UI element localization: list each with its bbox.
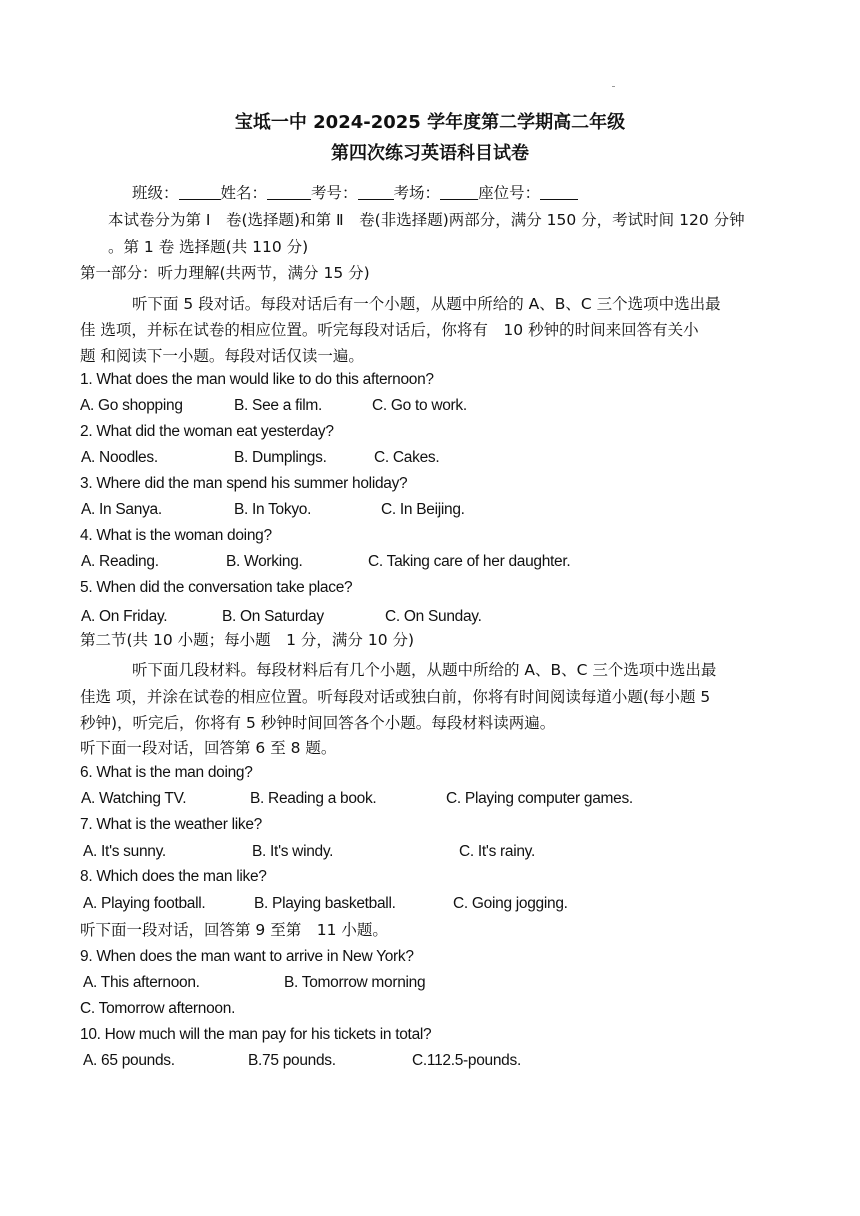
q7-option-c[interactable]: C. It's rainy. bbox=[459, 843, 535, 860]
part1-instruction-2: 佳 选项，并标在试卷的相应位置。听完每段对话后，你将有 10 秒钟的时间来回答有关小 bbox=[80, 321, 699, 339]
part1-instruction-1: 听下面 5 段对话。每段对话后有一个小题，从题中所给的 A、B、C 三个选项中选出最 bbox=[132, 295, 721, 313]
q9-option-a[interactable]: A. This afternoon. bbox=[83, 974, 200, 991]
question-6: 6. What is the man doing? bbox=[80, 764, 253, 781]
q6-option-b[interactable]: B. Reading a book. bbox=[250, 790, 377, 807]
exam-room-label: 考场： bbox=[393, 184, 441, 202]
q10-option-c[interactable]: C.112.5-pounds. bbox=[412, 1052, 521, 1069]
exam-number-label: 考号： bbox=[311, 184, 358, 202]
q10-option-b[interactable]: B.75 pounds. bbox=[248, 1052, 336, 1069]
question-3: 3. Where did the man spend his summer holiday? bbox=[80, 475, 408, 492]
exam-number-blank[interactable] bbox=[358, 183, 394, 200]
q2-option-b[interactable]: B. Dumplings. bbox=[234, 449, 327, 466]
q3-option-b[interactable]: B. In Tokyo. bbox=[234, 501, 312, 518]
q5-option-c[interactable]: C. On Sunday. bbox=[385, 608, 482, 625]
q4-option-a[interactable]: A. Reading. bbox=[81, 553, 159, 570]
q1-option-a[interactable]: A. Go shopping bbox=[80, 397, 183, 414]
q6-option-c[interactable]: C. Playing computer games. bbox=[446, 790, 633, 807]
question-10: 10. How much will the man pay for his tickets in total? bbox=[80, 1026, 432, 1043]
q8-option-b[interactable]: B. Playing basketball. bbox=[254, 895, 396, 912]
class-blank[interactable] bbox=[179, 183, 221, 200]
q2-option-a[interactable]: A. Noodles. bbox=[81, 449, 158, 466]
name-blank[interactable] bbox=[267, 183, 311, 200]
part1-heading: 第一部分：听力理解(共两节，满分 15 分) bbox=[80, 264, 370, 282]
q1-option-c[interactable]: C. Go to work. bbox=[372, 397, 467, 414]
name-label: 姓名： bbox=[220, 184, 268, 202]
group1-prompt: 听下面一段对话，回答第 6 至 8 题。 bbox=[80, 739, 337, 757]
question-9: 9. When does the man want to arrive in New York? bbox=[80, 948, 414, 965]
exam-title-line1: 宝坻一中 2024-2025 学年度第二学期高二年级 bbox=[234, 112, 626, 133]
q10-option-a[interactable]: A. 65 pounds. bbox=[83, 1052, 175, 1069]
question-8: 8. Which does the man like? bbox=[80, 868, 267, 885]
class-label: 班级： bbox=[132, 184, 179, 202]
question-4: 4. What is the woman doing? bbox=[80, 527, 272, 544]
seat-number-blank[interactable] bbox=[540, 183, 578, 200]
q9-option-c[interactable]: C. Tomorrow afternoon. bbox=[80, 1000, 236, 1017]
section2-instruction-1: 听下面几段材料。每段材料后有几个小题，从题中所给的 A、B、C 三个选项中选出最 bbox=[132, 661, 717, 679]
question-7: 7. What is the weather like? bbox=[80, 816, 262, 833]
q5-option-a[interactable]: A. On Friday. bbox=[81, 608, 168, 625]
scan-speck bbox=[612, 86, 615, 87]
q7-option-b[interactable]: B. It's windy. bbox=[252, 843, 334, 860]
q8-option-c[interactable]: C. Going jogging. bbox=[453, 895, 568, 912]
group2-prompt: 听下面一段对话，回答第 9 至第 11 小题。 bbox=[80, 921, 388, 939]
seat-number-label: 座位号： bbox=[478, 184, 541, 202]
section2-instruction-3: 秒钟)，听完后，你将有 5 秒钟时间回答各个小题。每段材料读两遍。 bbox=[80, 714, 556, 732]
q8-option-a[interactable]: A. Playing football. bbox=[83, 895, 206, 912]
exam-title-line2: 第四次练习英语科目试卷 bbox=[331, 143, 529, 164]
q2-option-c[interactable]: C. Cakes. bbox=[374, 449, 440, 466]
student-info-row bbox=[132, 183, 578, 203]
section2-instruction-2: 佳选 项，并涂在试卷的相应位置。听每段对话或独白前，你将有时间阅读每道小题(每小题 5 bbox=[80, 688, 711, 706]
q5-option-b[interactable]: B. On Saturday bbox=[222, 608, 324, 625]
q4-option-b[interactable]: B. Working. bbox=[226, 553, 303, 570]
q6-option-a[interactable]: A. Watching TV. bbox=[81, 790, 187, 807]
section2-heading: 第二节(共 10 小题；每小题 1 分，满分 10 分) bbox=[80, 631, 415, 649]
q3-option-c[interactable]: C. In Beijing. bbox=[381, 501, 465, 518]
exam-room-blank[interactable] bbox=[440, 183, 478, 200]
q9-option-b[interactable]: B. Tomorrow morning bbox=[284, 974, 426, 991]
q4-option-c[interactable]: C. Taking care of her daughter. bbox=[368, 553, 571, 570]
intro-line-2: 。第 1 卷 选择题(共 110 分) bbox=[108, 238, 309, 256]
q1-option-b[interactable]: B. See a film. bbox=[234, 397, 322, 414]
q3-option-a[interactable]: A. In Sanya. bbox=[81, 501, 162, 518]
question-5: 5. When did the conversation take place? bbox=[80, 579, 353, 596]
question-1: 1. What does the man would like to do this afternoon? bbox=[80, 371, 434, 388]
part1-instruction-3: 题 和阅读下一小题。每段对话仅读一遍。 bbox=[80, 347, 364, 365]
intro-line-1: 本试卷分为第 Ⅰ 卷(选择题)和第 Ⅱ 卷(非选择题)两部分，满分 150 分，考试时间 120 分钟 bbox=[108, 211, 745, 229]
question-2: 2. What did the woman eat yesterday? bbox=[80, 423, 334, 440]
q7-option-a[interactable]: A. It's sunny. bbox=[83, 843, 166, 860]
